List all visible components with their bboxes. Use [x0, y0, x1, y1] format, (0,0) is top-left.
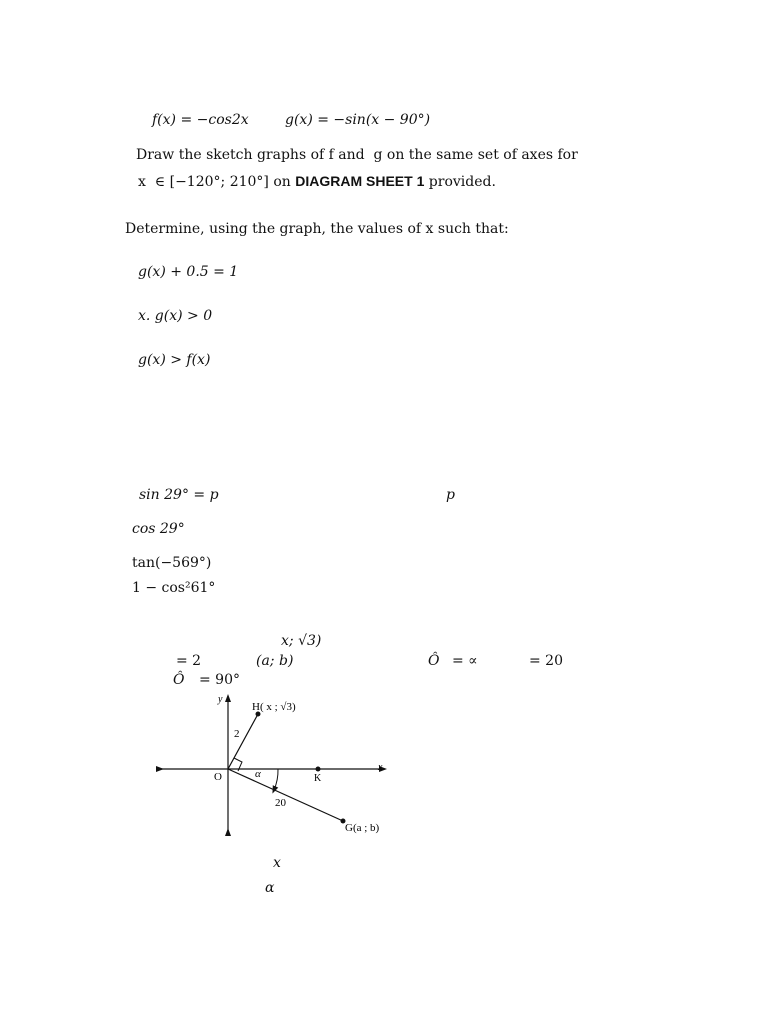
- determine-item-1: g(x) + 0.5 = 1: [138, 264, 239, 280]
- trig-item-3: 1 − cos²61°: [132, 580, 216, 596]
- bottom-x-variable: x: [273, 855, 281, 871]
- alpha-arc: [274, 769, 278, 790]
- coordinate-diagram: [150, 690, 400, 840]
- determine-heading: Determine, using the graph, the values of x such that:: [125, 221, 509, 237]
- trig-in-terms-of: p: [446, 487, 455, 503]
- diagram-sheet-label: DIAGRAM SHEET 1: [295, 173, 425, 189]
- trig-item-1: cos 29°: [132, 521, 185, 537]
- k-label: K: [314, 773, 322, 784]
- trig-given: sin 29° = p: [139, 487, 219, 503]
- y-axis-label: y: [218, 694, 223, 705]
- og-length-label: 20: [275, 797, 286, 809]
- angle-alpha-eq: = ∝: [452, 653, 478, 669]
- f-definition: f(x) = −cos2x: [152, 112, 249, 128]
- segment-og: [228, 769, 343, 821]
- bottom-alpha-variable: α: [265, 880, 275, 896]
- origin-label: O: [214, 771, 222, 783]
- instruction-line-2: [138, 172, 496, 191]
- og-length: = 20: [529, 653, 563, 669]
- oh-length-label: 2: [234, 728, 240, 740]
- h-coordinate: x; √3): [281, 633, 322, 649]
- g-label: G(a ; b): [345, 822, 380, 834]
- o-hat-1: Ô: [428, 653, 440, 669]
- trig-item-2: tan(−569°): [132, 555, 212, 571]
- g-coordinate: (a; b): [256, 653, 294, 669]
- instruction-provided: provided.: [424, 174, 496, 190]
- instruction-line-1: Draw the sketch graphs of f and g on the same set of axes for: [136, 147, 578, 163]
- x-axis-label: x: [378, 762, 383, 773]
- oh-length: = 2: [176, 653, 202, 669]
- determine-item-3: g(x) > f(x): [138, 352, 211, 368]
- alpha-label: α: [255, 768, 261, 780]
- point-k: [316, 767, 321, 772]
- o-hat-2: Ô: [173, 672, 185, 688]
- determine-item-2: x. g(x) > 0: [138, 308, 213, 324]
- segment-oh: [228, 714, 258, 769]
- g-definition: g(x) = −sin(x − 90°): [285, 112, 431, 128]
- right-angle-eq: = 90°: [199, 672, 240, 688]
- h-label: H( x ; √3): [252, 701, 296, 713]
- instruction-domain: x ∈ [−120°; 210°] on: [138, 174, 296, 190]
